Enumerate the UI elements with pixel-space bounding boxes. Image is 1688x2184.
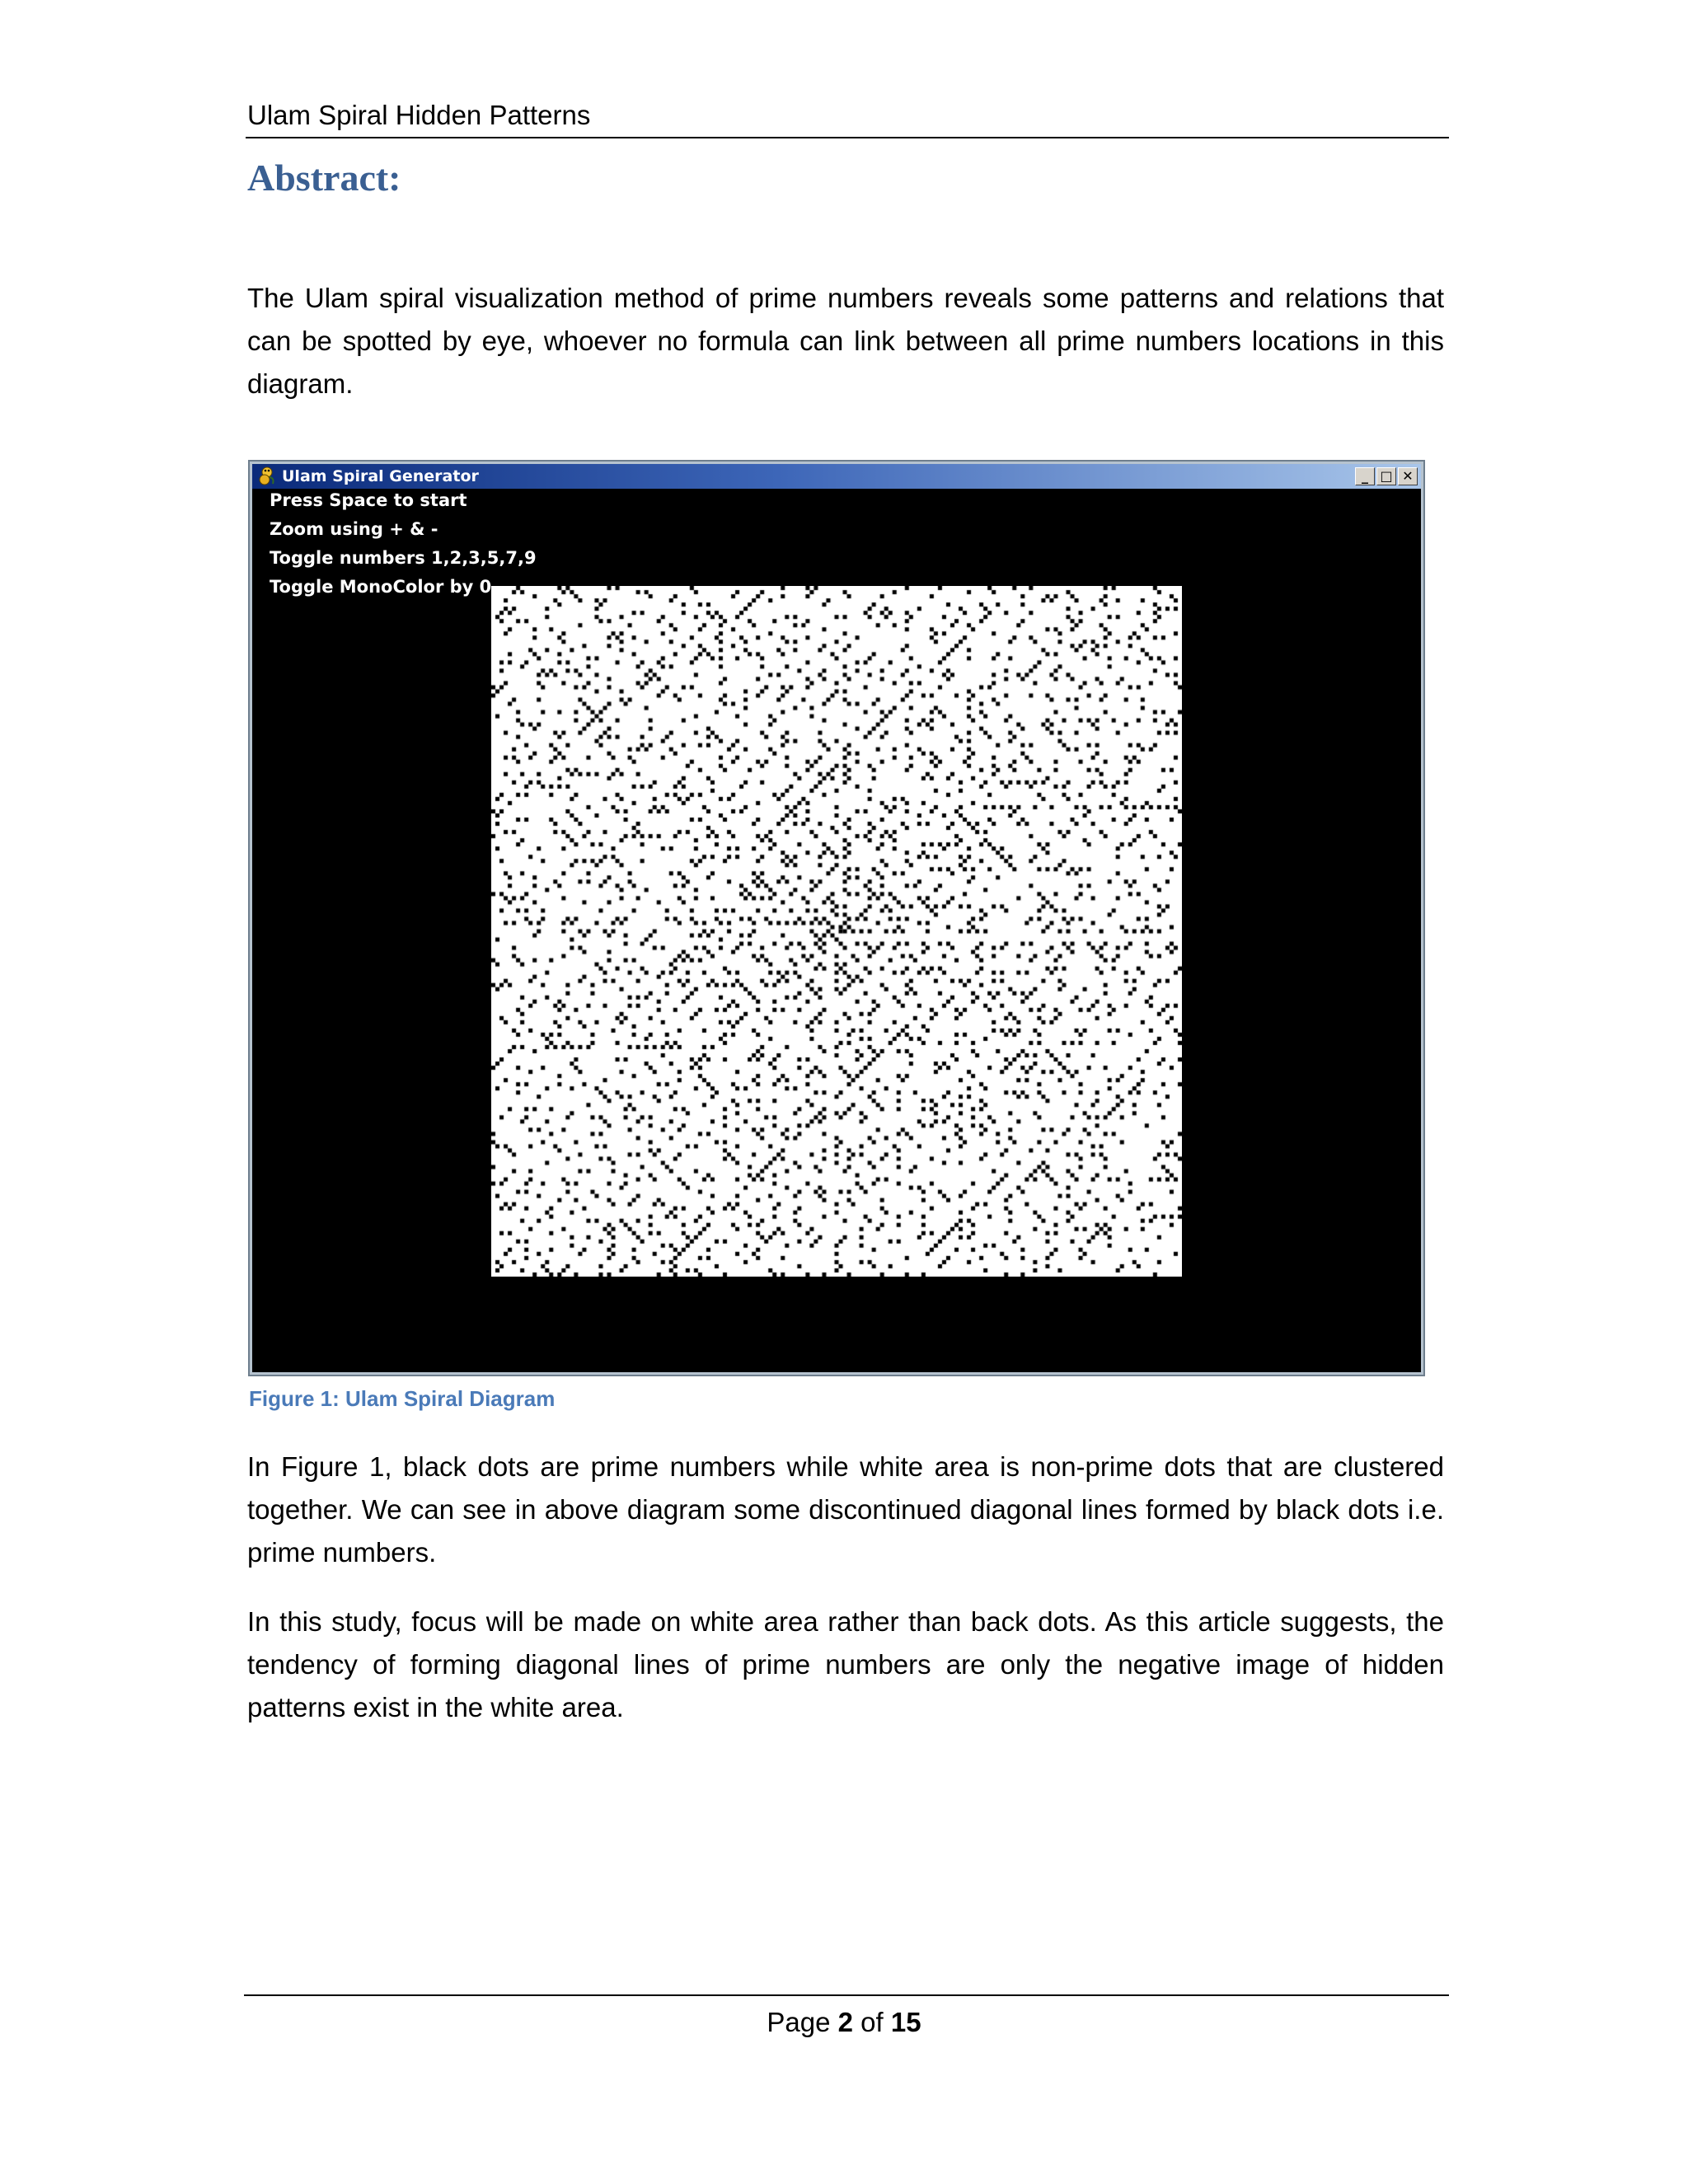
- ulam-spiral-canvas[interactable]: [491, 586, 1182, 1277]
- page-header: [246, 97, 1449, 138]
- window-controls: [1355, 467, 1418, 485]
- minimize-button[interactable]: _: [1355, 467, 1375, 485]
- window-title: Ulam Spiral Generator: [282, 467, 479, 485]
- page-prefix: Page: [767, 2007, 831, 2037]
- figure-caption: Figure 1: Ulam Spiral Diagram: [249, 1386, 556, 1411]
- python-snake-icon: [258, 466, 276, 486]
- page-number: [0, 2004, 1688, 2041]
- window-titlebar[interactable]: [252, 464, 1421, 489]
- current-page: 2: [837, 2007, 853, 2037]
- maximize-button[interactable]: □: [1376, 467, 1396, 485]
- instruction-start: Press Space to start: [270, 490, 467, 510]
- abstract-paragraph-1: The Ulam spiral visualization method of prime numbers reveals some patterns and relations that can be spotted by eye, whoever no formula can link between all prime numbers locations in this diagram.: [247, 283, 1444, 399]
- instruction-toggle-monocolor: Toggle MonoColor by 0: [270, 577, 492, 597]
- page-separator: of: [860, 2007, 884, 2037]
- instruction-zoom: Zoom using + & -: [270, 519, 438, 539]
- ulam-spiral-window: [250, 462, 1423, 1375]
- running-title: Ulam Spiral Hidden Patterns: [247, 100, 591, 130]
- instruction-toggle-numbers: Toggle numbers 1,2,3,5,7,9: [270, 548, 537, 568]
- section-heading: Abstract:: [247, 157, 401, 199]
- page-footer-rule: [244, 1994, 1449, 1996]
- total-pages: 15: [890, 2007, 921, 2037]
- abstract-paragraph-3: In this study, focus will be made on white area rather than back dots. As this article suggests, the tendency of forming diagonal lines of prime numbers are only the negative image of hidden patterns exist in the white area.: [247, 1606, 1444, 1722]
- abstract-paragraph-2: In Figure 1, black dots are prime numbers while white area is non-prime dots that are clustered together. We can see in above diagram some discontinued diagonal lines formed by black dots i.e. prime numbers.: [247, 1451, 1444, 1568]
- close-button[interactable]: ✕: [1398, 467, 1418, 485]
